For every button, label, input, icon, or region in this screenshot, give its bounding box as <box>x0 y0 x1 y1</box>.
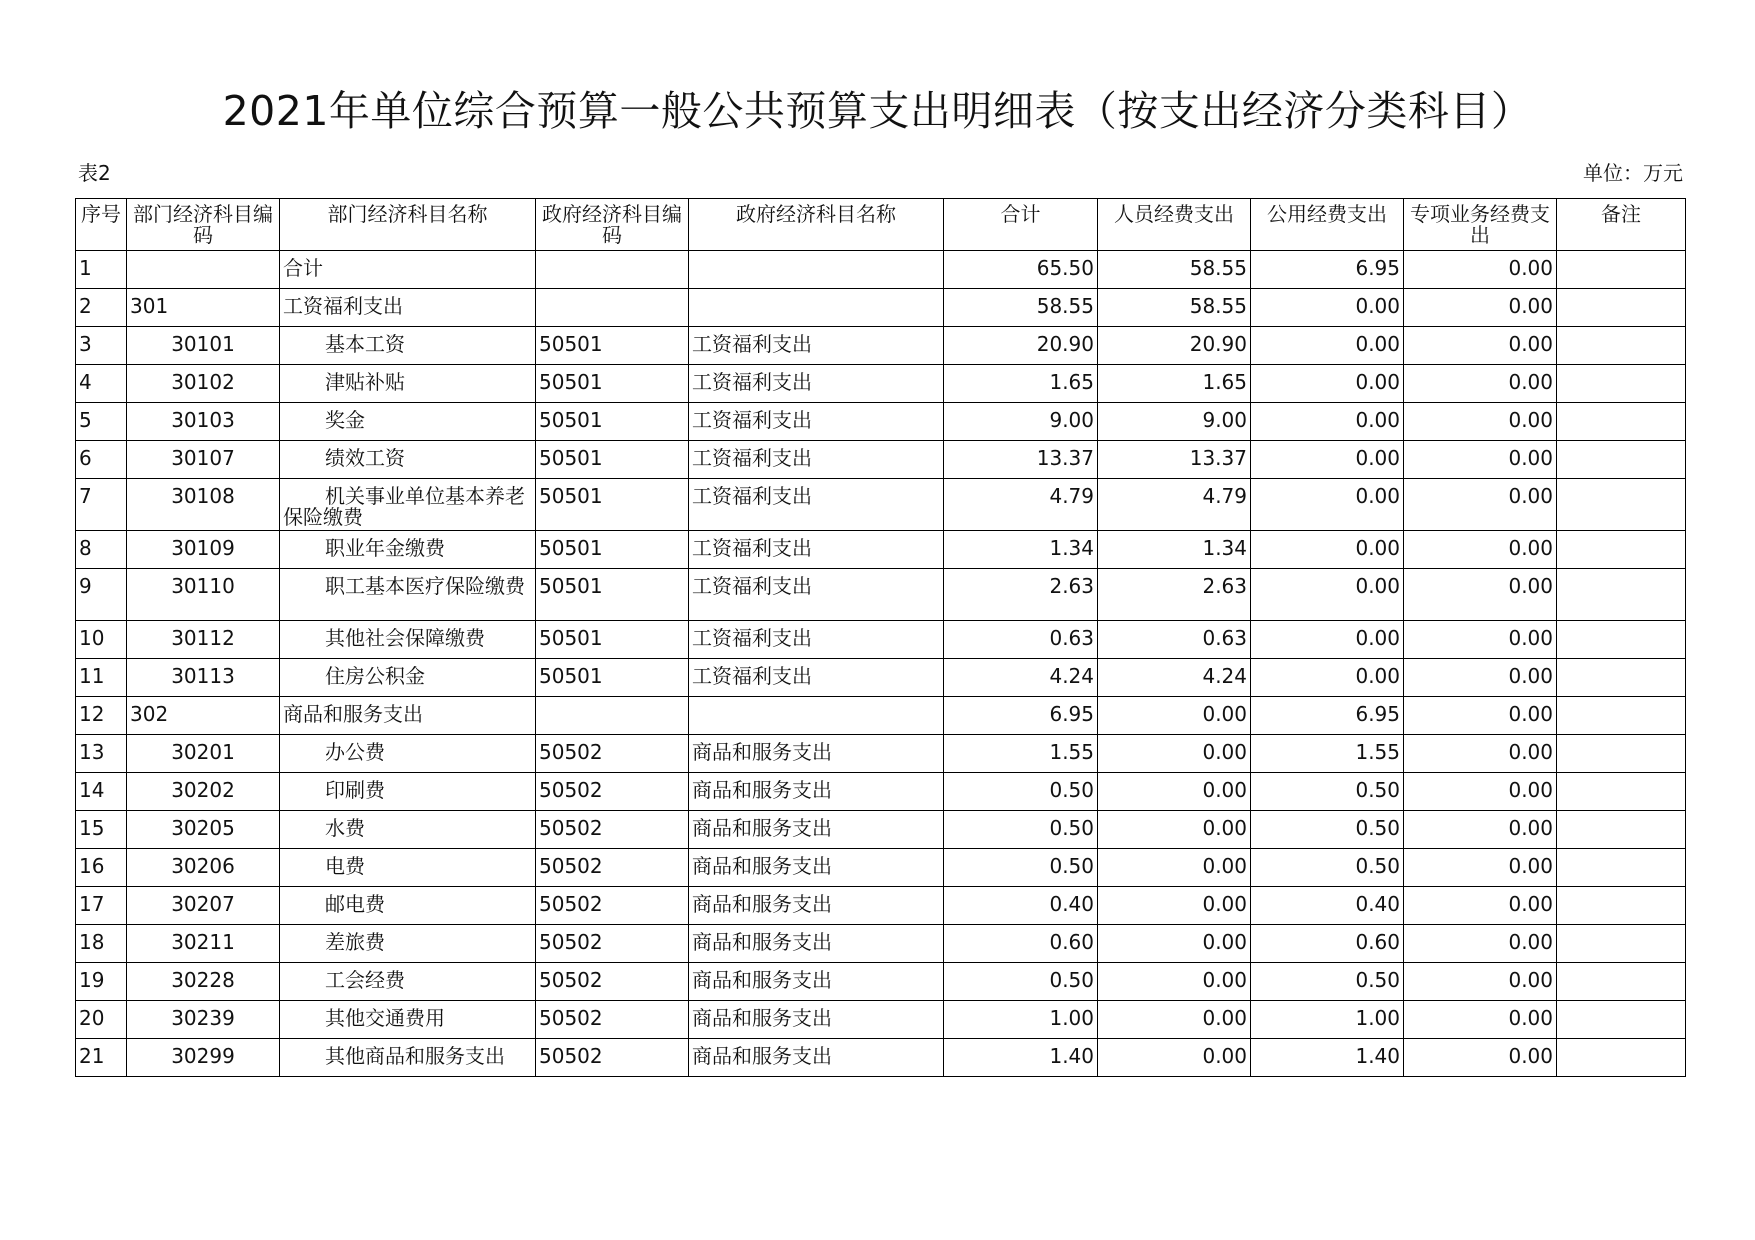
cell-dept-code: 30206 <box>127 849 280 887</box>
cell-total: 0.63 <box>944 621 1098 659</box>
cell-dept-code: 30211 <box>127 925 280 963</box>
cell-personnel: 2.63 <box>1098 569 1251 621</box>
table-row <box>76 569 1686 621</box>
cell-total: 0.60 <box>944 925 1098 963</box>
cell-public: 0.50 <box>1251 811 1404 849</box>
cell-note <box>1557 849 1686 887</box>
cell-personnel: 0.00 <box>1098 697 1251 735</box>
cell-total: 1.40 <box>944 1039 1098 1077</box>
cell-gov-code <box>536 251 689 289</box>
cell-note <box>1557 289 1686 327</box>
cell-gov-name: 商品和服务支出 <box>689 1039 944 1077</box>
table-body <box>76 251 1686 1077</box>
cell-gov-code: 50502 <box>536 735 689 773</box>
cell-dept-name <box>280 925 536 963</box>
cell-gov-name: 工资福利支出 <box>689 531 944 569</box>
cell-special: 0.00 <box>1404 963 1557 1001</box>
cell-public: 0.00 <box>1251 403 1404 441</box>
cell-dept-name <box>280 1039 536 1077</box>
cell-gov-code: 50501 <box>536 479 689 531</box>
cell-public: 0.00 <box>1251 531 1404 569</box>
dept-name-text: 电费 <box>325 854 365 878</box>
cell-gov-code: 50502 <box>536 925 689 963</box>
cell-special: 0.00 <box>1404 479 1557 531</box>
cell-seq: 14 <box>76 773 127 811</box>
cell-gov-name <box>689 697 944 735</box>
cell-dept-code: 30207 <box>127 887 280 925</box>
cell-special: 0.00 <box>1404 251 1557 289</box>
cell-seq: 17 <box>76 887 127 925</box>
cell-dept-name <box>280 887 536 925</box>
cell-personnel: 4.24 <box>1098 659 1251 697</box>
dept-name-text: 印刷费 <box>325 778 385 802</box>
cell-dept-name <box>280 569 536 621</box>
cell-special: 0.00 <box>1404 403 1557 441</box>
cell-total: 1.34 <box>944 531 1098 569</box>
cell-note <box>1557 735 1686 773</box>
cell-dept-code: 301 <box>127 289 280 327</box>
cell-total: 0.40 <box>944 887 1098 925</box>
cell-total: 4.79 <box>944 479 1098 531</box>
cell-seq: 7 <box>76 479 127 531</box>
cell-public: 1.40 <box>1251 1039 1404 1077</box>
table-row <box>76 251 1686 289</box>
cell-seq: 13 <box>76 735 127 773</box>
cell-gov-code: 50502 <box>536 963 689 1001</box>
cell-public: 1.00 <box>1251 1001 1404 1039</box>
cell-dept-name <box>280 849 536 887</box>
table-row <box>76 531 1686 569</box>
cell-public: 0.00 <box>1251 441 1404 479</box>
dept-name-text: 绩效工资 <box>325 446 405 470</box>
table-row <box>76 479 1686 531</box>
header-dept-code: 部门经济科目编码 <box>127 199 280 251</box>
table-row <box>76 887 1686 925</box>
cell-seq: 3 <box>76 327 127 365</box>
cell-personnel: 4.79 <box>1098 479 1251 531</box>
table-row <box>76 963 1686 1001</box>
cell-gov-code: 50501 <box>536 403 689 441</box>
cell-note <box>1557 327 1686 365</box>
cell-public: 0.00 <box>1251 327 1404 365</box>
cell-special: 0.00 <box>1404 887 1557 925</box>
cell-seq: 6 <box>76 441 127 479</box>
cell-dept-name <box>280 365 536 403</box>
cell-special: 0.00 <box>1404 621 1557 659</box>
cell-personnel: 0.00 <box>1098 887 1251 925</box>
dept-name-text: 其他商品和服务支出 <box>325 1044 505 1068</box>
cell-dept-code: 30113 <box>127 659 280 697</box>
cell-seq: 18 <box>76 925 127 963</box>
cell-note <box>1557 963 1686 1001</box>
cell-total: 6.95 <box>944 697 1098 735</box>
budget-table <box>75 198 1686 1077</box>
cell-gov-name: 商品和服务支出 <box>689 925 944 963</box>
cell-gov-name: 商品和服务支出 <box>689 1001 944 1039</box>
cell-public: 0.50 <box>1251 773 1404 811</box>
cell-gov-name: 工资福利支出 <box>689 403 944 441</box>
cell-gov-code: 50502 <box>536 1001 689 1039</box>
cell-gov-code <box>536 289 689 327</box>
cell-gov-code: 50502 <box>536 811 689 849</box>
header-dept-name: 部门经济科目名称 <box>280 199 536 251</box>
cell-total: 2.63 <box>944 569 1098 621</box>
cell-special: 0.00 <box>1404 441 1557 479</box>
cell-seq: 15 <box>76 811 127 849</box>
cell-personnel: 0.00 <box>1098 811 1251 849</box>
cell-gov-name: 工资福利支出 <box>689 479 944 531</box>
cell-special: 0.00 <box>1404 659 1557 697</box>
cell-gov-code: 50502 <box>536 849 689 887</box>
cell-gov-name: 商品和服务支出 <box>689 773 944 811</box>
cell-dept-code <box>127 251 280 289</box>
cell-dept-name <box>280 811 536 849</box>
cell-gov-name <box>689 251 944 289</box>
dept-name-text: 工会经费 <box>325 968 405 992</box>
table-row <box>76 289 1686 327</box>
header-seq: 序号 <box>76 199 127 251</box>
dept-name-text: 津贴补贴 <box>325 370 405 394</box>
cell-dept-name <box>280 531 536 569</box>
cell-personnel: 58.55 <box>1098 289 1251 327</box>
cell-dept-code: 30205 <box>127 811 280 849</box>
cell-note <box>1557 1039 1686 1077</box>
cell-note <box>1557 251 1686 289</box>
cell-personnel: 0.00 <box>1098 925 1251 963</box>
cell-note <box>1557 403 1686 441</box>
cell-public: 0.00 <box>1251 659 1404 697</box>
cell-note <box>1557 441 1686 479</box>
header-personnel: 人员经费支出 <box>1098 199 1251 251</box>
cell-total: 1.00 <box>944 1001 1098 1039</box>
dept-name-text: 基本工资 <box>325 332 405 356</box>
cell-special: 0.00 <box>1404 1001 1557 1039</box>
cell-personnel: 20.90 <box>1098 327 1251 365</box>
cell-total: 0.50 <box>944 849 1098 887</box>
cell-personnel: 58.55 <box>1098 251 1251 289</box>
table-row <box>76 659 1686 697</box>
cell-dept-code: 30109 <box>127 531 280 569</box>
table-row <box>76 1001 1686 1039</box>
cell-total: 4.24 <box>944 659 1098 697</box>
cell-dept-code: 30228 <box>127 963 280 1001</box>
cell-dept-name <box>280 621 536 659</box>
cell-note <box>1557 1001 1686 1039</box>
table-row <box>76 441 1686 479</box>
table-row <box>76 925 1686 963</box>
cell-total: 0.50 <box>944 963 1098 1001</box>
header-total: 合计 <box>944 199 1098 251</box>
cell-special: 0.00 <box>1404 735 1557 773</box>
cell-public: 0.50 <box>1251 963 1404 1001</box>
cell-dept-code: 30103 <box>127 403 280 441</box>
cell-note <box>1557 569 1686 621</box>
cell-gov-name: 商品和服务支出 <box>689 887 944 925</box>
cell-public: 0.00 <box>1251 621 1404 659</box>
cell-dept-name <box>280 327 536 365</box>
cell-gov-name: 商品和服务支出 <box>689 811 944 849</box>
cell-special: 0.00 <box>1404 289 1557 327</box>
cell-seq: 11 <box>76 659 127 697</box>
cell-dept-code: 302 <box>127 697 280 735</box>
cell-gov-code: 50501 <box>536 327 689 365</box>
dept-name-text: 奖金 <box>325 408 365 432</box>
dept-name-text: 邮电费 <box>325 892 385 916</box>
cell-note <box>1557 697 1686 735</box>
cell-special: 0.00 <box>1404 531 1557 569</box>
cell-dept-code: 30299 <box>127 1039 280 1077</box>
cell-dept-code: 30101 <box>127 327 280 365</box>
cell-dept-name <box>280 735 536 773</box>
dept-name-text: 住房公积金 <box>325 664 425 688</box>
cell-note <box>1557 621 1686 659</box>
cell-personnel: 0.00 <box>1098 735 1251 773</box>
cell-gov-code: 50501 <box>536 659 689 697</box>
dept-name-text: 职业年金缴费 <box>325 536 445 560</box>
cell-note <box>1557 811 1686 849</box>
cell-public: 0.00 <box>1251 569 1404 621</box>
cell-gov-name <box>689 289 944 327</box>
cell-gov-name: 工资福利支出 <box>689 569 944 621</box>
cell-dept-code: 30107 <box>127 441 280 479</box>
table-row <box>76 697 1686 735</box>
cell-note <box>1557 925 1686 963</box>
cell-total: 0.50 <box>944 811 1098 849</box>
cell-special: 0.00 <box>1404 327 1557 365</box>
header-gov-code: 政府经济科目编码 <box>536 199 689 251</box>
cell-personnel: 9.00 <box>1098 403 1251 441</box>
cell-dept-name: 工资福利支出 <box>280 289 536 327</box>
cell-seq: 4 <box>76 365 127 403</box>
cell-gov-code: 50502 <box>536 887 689 925</box>
cell-special: 0.00 <box>1404 697 1557 735</box>
cell-dept-name <box>280 403 536 441</box>
cell-public: 1.55 <box>1251 735 1404 773</box>
cell-dept-name <box>280 773 536 811</box>
cell-dept-name: 合计 <box>280 251 536 289</box>
cell-dept-code: 30102 <box>127 365 280 403</box>
cell-gov-name: 商品和服务支出 <box>689 963 944 1001</box>
dept-name-text: 差旅费 <box>325 930 385 954</box>
cell-seq: 20 <box>76 1001 127 1039</box>
cell-dept-code: 30239 <box>127 1001 280 1039</box>
cell-special: 0.00 <box>1404 365 1557 403</box>
cell-dept-name <box>280 479 536 531</box>
cell-gov-name: 工资福利支出 <box>689 365 944 403</box>
table-label: 表2 <box>78 161 111 185</box>
cell-seq: 10 <box>76 621 127 659</box>
cell-dept-name <box>280 659 536 697</box>
cell-special: 0.00 <box>1404 773 1557 811</box>
cell-personnel: 0.00 <box>1098 773 1251 811</box>
cell-personnel: 0.63 <box>1098 621 1251 659</box>
cell-special: 0.00 <box>1404 925 1557 963</box>
cell-total: 13.37 <box>944 441 1098 479</box>
table-row <box>76 1039 1686 1077</box>
cell-dept-code: 30110 <box>127 569 280 621</box>
cell-gov-name: 工资福利支出 <box>689 327 944 365</box>
cell-special: 0.00 <box>1404 849 1557 887</box>
cell-gov-name: 工资福利支出 <box>689 621 944 659</box>
cell-note <box>1557 773 1686 811</box>
cell-gov-name: 商品和服务支出 <box>689 849 944 887</box>
table-row <box>76 403 1686 441</box>
cell-gov-code: 50502 <box>536 1039 689 1077</box>
cell-public: 0.40 <box>1251 887 1404 925</box>
table-row <box>76 327 1686 365</box>
header-special: 专项业务经费支出 <box>1404 199 1557 251</box>
cell-total: 0.50 <box>944 773 1098 811</box>
header-note: 备注 <box>1557 199 1686 251</box>
cell-gov-name: 工资福利支出 <box>689 659 944 697</box>
table-row <box>76 621 1686 659</box>
header-public: 公用经费支出 <box>1251 199 1404 251</box>
cell-note <box>1557 365 1686 403</box>
cell-personnel: 0.00 <box>1098 963 1251 1001</box>
cell-seq: 16 <box>76 849 127 887</box>
cell-gov-name: 商品和服务支出 <box>689 735 944 773</box>
cell-gov-code: 50501 <box>536 531 689 569</box>
cell-total: 9.00 <box>944 403 1098 441</box>
cell-personnel: 0.00 <box>1098 849 1251 887</box>
cell-public: 6.95 <box>1251 697 1404 735</box>
cell-dept-code: 30202 <box>127 773 280 811</box>
cell-note <box>1557 531 1686 569</box>
table-row <box>76 365 1686 403</box>
cell-seq: 2 <box>76 289 127 327</box>
unit-label: 单位：万元 <box>1583 161 1683 185</box>
cell-public: 0.50 <box>1251 849 1404 887</box>
dept-name-text: 其他交通费用 <box>325 1006 445 1030</box>
dept-name-text: 水费 <box>325 816 365 840</box>
cell-total: 1.65 <box>944 365 1098 403</box>
cell-total: 65.50 <box>944 251 1098 289</box>
cell-public: 0.00 <box>1251 289 1404 327</box>
table-row <box>76 849 1686 887</box>
cell-dept-code: 30201 <box>127 735 280 773</box>
cell-gov-code: 50501 <box>536 569 689 621</box>
table-row <box>76 735 1686 773</box>
cell-personnel: 1.65 <box>1098 365 1251 403</box>
cell-gov-code: 50501 <box>536 365 689 403</box>
cell-public: 0.00 <box>1251 479 1404 531</box>
cell-dept-name <box>280 441 536 479</box>
cell-public: 0.00 <box>1251 365 1404 403</box>
cell-gov-code: 50501 <box>536 441 689 479</box>
table-row <box>76 811 1686 849</box>
table-row <box>76 773 1686 811</box>
cell-special: 0.00 <box>1404 1039 1557 1077</box>
cell-dept-name <box>280 963 536 1001</box>
cell-seq: 12 <box>76 697 127 735</box>
cell-total: 58.55 <box>944 289 1098 327</box>
header-gov-name: 政府经济科目名称 <box>689 199 944 251</box>
cell-personnel: 13.37 <box>1098 441 1251 479</box>
cell-personnel: 0.00 <box>1098 1039 1251 1077</box>
cell-gov-code: 50502 <box>536 773 689 811</box>
table-header-row <box>76 199 1686 251</box>
cell-seq: 21 <box>76 1039 127 1077</box>
dept-name-text: 机关事业单位基本养老保险缴费 <box>283 484 525 529</box>
cell-gov-name: 工资福利支出 <box>689 441 944 479</box>
dept-name-text: 其他社会保障缴费 <box>325 626 485 650</box>
cell-dept-code: 30108 <box>127 479 280 531</box>
cell-total: 20.90 <box>944 327 1098 365</box>
cell-public: 0.60 <box>1251 925 1404 963</box>
cell-dept-name <box>280 1001 536 1039</box>
dept-name-text: 职工基本医疗保险缴费 <box>325 574 525 598</box>
cell-total: 1.55 <box>944 735 1098 773</box>
cell-gov-code <box>536 697 689 735</box>
cell-personnel: 0.00 <box>1098 1001 1251 1039</box>
cell-seq: 8 <box>76 531 127 569</box>
cell-seq: 5 <box>76 403 127 441</box>
cell-special: 0.00 <box>1404 569 1557 621</box>
dept-name-text: 办公费 <box>325 740 385 764</box>
cell-public: 6.95 <box>1251 251 1404 289</box>
page-title: 2021年单位综合预算一般公共预算支出明细表（按支出经济分类科目） <box>222 87 1533 135</box>
cell-dept-code: 30112 <box>127 621 280 659</box>
cell-special: 0.00 <box>1404 811 1557 849</box>
cell-note <box>1557 887 1686 925</box>
cell-gov-code: 50501 <box>536 621 689 659</box>
cell-seq: 19 <box>76 963 127 1001</box>
cell-seq: 9 <box>76 569 127 621</box>
cell-note <box>1557 479 1686 531</box>
cell-note <box>1557 659 1686 697</box>
cell-dept-name: 商品和服务支出 <box>280 697 536 735</box>
cell-personnel: 1.34 <box>1098 531 1251 569</box>
cell-seq: 1 <box>76 251 127 289</box>
